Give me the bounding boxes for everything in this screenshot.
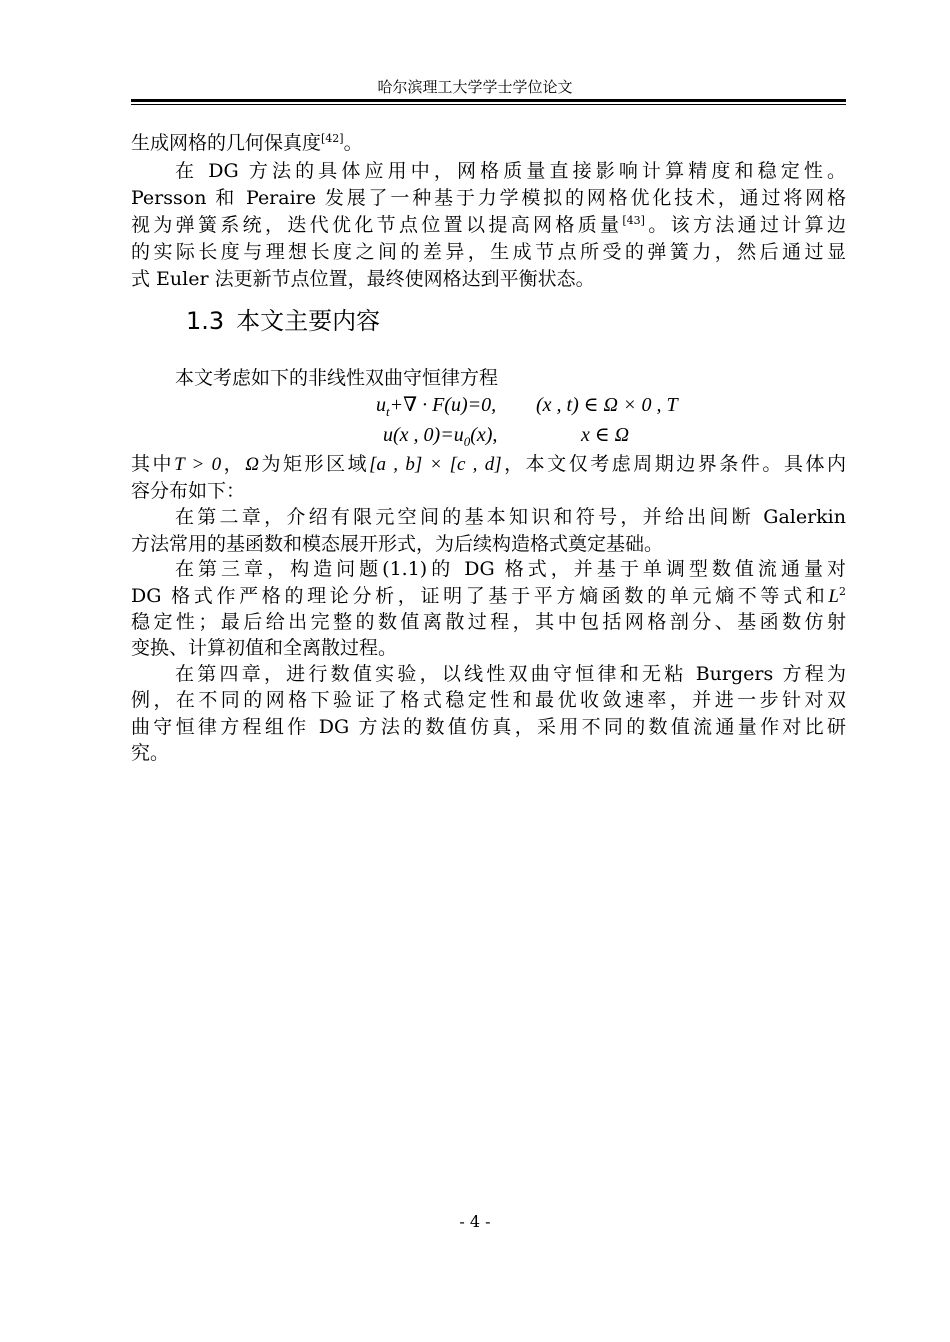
eq-var: u — [376, 394, 386, 416]
text-span: 。 — [343, 132, 363, 154]
paragraph-line: 式 Euler 法更新节点位置，最终使网格达到平衡状态。 — [131, 268, 595, 290]
citation-ref: [42] — [321, 132, 344, 145]
equation-2-domain: x ∈ Ω — [581, 424, 630, 446]
math-inline: L — [828, 586, 839, 607]
paragraph-line — [131, 451, 846, 477]
eq-term: +∇ · F(u)=0, — [389, 394, 497, 416]
text-span: 其中 — [131, 453, 175, 475]
text-span: DG 格式作严格的理论分析，证明了基于平方熵函数的单元熵不等式和 — [131, 585, 829, 607]
paragraph-line: 例，在不同的网格下验证了格式稳定性和最优收敛速率，并进一步针对双 — [131, 689, 846, 711]
paragraph-line — [131, 583, 846, 609]
section-heading — [186, 305, 380, 337]
paragraph-line: Persson 和 Peraire 发展了一种基于力学模拟的网格优化技术，通过将网格 — [131, 187, 846, 209]
text-span: 生成网格的几何保真度 — [131, 132, 322, 154]
paragraph-line: 在第四章，进行数值实验，以线性双曲守恒律和无粘 Burgers 方程为 — [175, 663, 846, 685]
paragraph-line: 本文考虑如下的非线性双曲守恒律方程 — [175, 367, 499, 389]
math-superscript: 2 — [839, 585, 846, 598]
text-span: 。该方法通过计算边 — [644, 214, 846, 236]
equation-1-domain: (x , t) ∈ Ω × 0 , T — [536, 394, 678, 416]
eq-term: (x), — [470, 424, 498, 446]
equation-1 — [376, 392, 496, 425]
paragraph-line: 方法常用的基函数和模态展开形式，为后续构造格式奠定基础。 — [131, 533, 664, 555]
eq-term: u(x , 0)=u — [383, 424, 464, 446]
eq-subscript: t — [386, 404, 390, 419]
math-inline: T > 0 — [174, 454, 222, 475]
paragraph-line: 稳定性；最后给出完整的数值离散过程，其中包括网格剖分、基函数仿射 — [131, 611, 846, 633]
header-rule-thin — [131, 104, 846, 105]
text-span: 为矩形区域 — [258, 453, 370, 475]
paragraph-line: 容分布如下： — [131, 480, 246, 502]
math-inline: Ω — [245, 454, 259, 475]
paragraph-line — [131, 130, 846, 156]
page-header-title: 哈尔滨理工大学学士学位论文 — [377, 78, 573, 96]
citation-ref: [43] — [622, 214, 645, 227]
paragraph-line: 在 DG 方法的具体应用中，网格质量直接影响计算精度和稳定性。 — [175, 160, 846, 182]
paragraph-line: 在第二章，介绍有限元空间的基本知识和符号，并给出间断 Galerkin — [175, 506, 846, 528]
section-title: 本文主要内容 — [236, 307, 381, 335]
text-span: 视为弹簧系统，迭代优化节点位置以提高网格质量 — [131, 214, 623, 236]
paragraph-line — [131, 212, 846, 238]
paragraph-line: 究。 — [131, 742, 170, 764]
page-number: - 4 - — [459, 1212, 491, 1231]
header-rule-thick — [131, 99, 846, 102]
math-inline: [a , b] × [c , d] — [369, 454, 502, 475]
paragraph-line: 在第三章，构造问题(1.1)的 DG 格式，并基于单调型数值流通量对 — [175, 558, 846, 580]
paragraph-line: 曲守恒律方程组作 DG 方法的数值仿真，采用不同的数值流通量作对比研 — [131, 716, 846, 738]
text-span: ，本文仅考虑周期边界条件。具体内 — [501, 453, 846, 475]
paragraph-line: 变换、计算初值和全离散过程。 — [131, 637, 398, 659]
paragraph-line: 的实际长度与理想长度之间的差异，生成节点所受的弹簧力，然后通过显 — [131, 241, 846, 263]
section-number: 1.3 — [186, 307, 225, 335]
text-span: ， — [221, 453, 246, 475]
eq-subscript: 0 — [463, 434, 471, 449]
